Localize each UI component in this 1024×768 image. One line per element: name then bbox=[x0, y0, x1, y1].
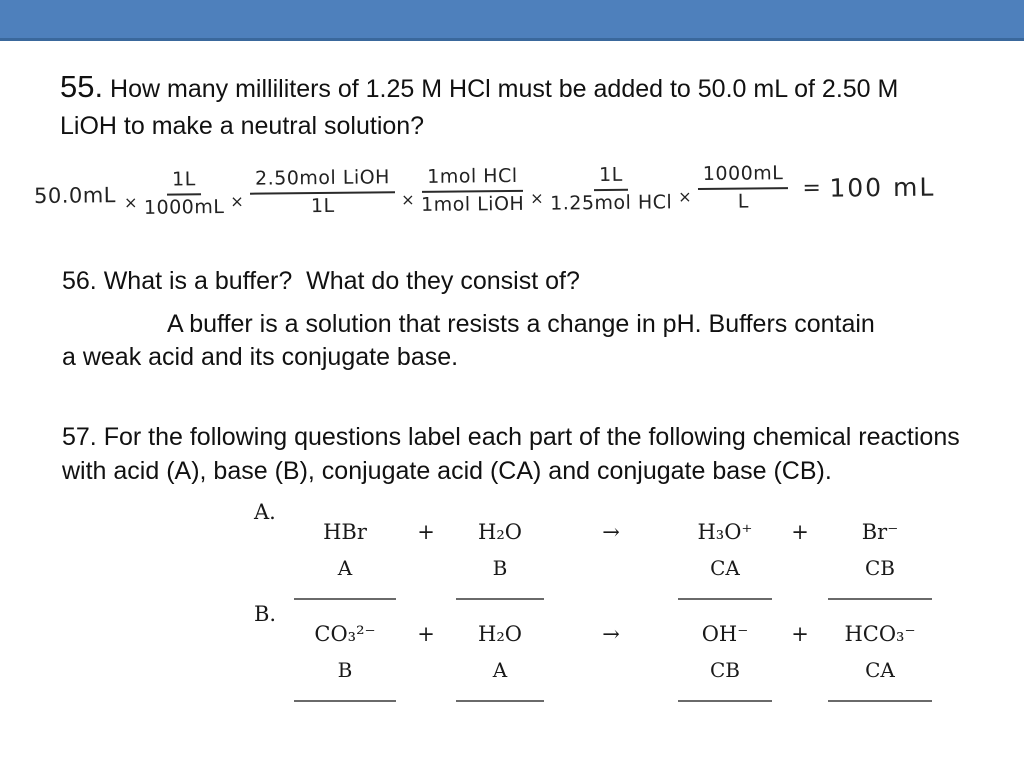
dimensional-analysis-work bbox=[34, 147, 985, 235]
answer-blank-line bbox=[828, 698, 931, 702]
reaction-b-species-1: CO₃²⁻ bbox=[314, 622, 376, 646]
answer-blank-line bbox=[828, 596, 931, 600]
fraction-5-denominator: L bbox=[737, 190, 750, 213]
work-result: 100 mL bbox=[829, 172, 936, 203]
plus-sign: + bbox=[791, 622, 809, 646]
reaction-a-species-3: H₃O⁺ bbox=[697, 520, 753, 544]
fraction-2-denominator: 1L bbox=[310, 194, 335, 218]
fraction-5-numerator: 1000mL bbox=[698, 162, 789, 190]
fraction-1-denominator: 1000mL bbox=[143, 195, 225, 219]
fraction-2-numerator: 2.50mol LiOH bbox=[250, 166, 395, 194]
plus-sign: + bbox=[791, 520, 809, 544]
answer-blank-line bbox=[294, 596, 395, 600]
reaction-b-answer-1: B bbox=[337, 658, 353, 682]
answer-blank-line bbox=[456, 596, 544, 600]
reaction-b-species-2: H₂O bbox=[478, 622, 522, 646]
answer-blank-line bbox=[294, 698, 395, 702]
answer-blank-line bbox=[456, 698, 544, 702]
reaction-a-species-4: Br⁻ bbox=[861, 520, 899, 544]
fraction-3-numerator: 1mol HCl bbox=[422, 165, 523, 193]
answer-blank-line bbox=[678, 596, 772, 600]
work-start-quantity: 50.0mL bbox=[33, 183, 117, 208]
yields-arrow-icon: → bbox=[602, 520, 620, 544]
reaction-a-species-2: H₂O bbox=[478, 520, 522, 544]
reaction-b-label: B. bbox=[254, 602, 277, 626]
work-fraction-5 bbox=[698, 162, 789, 214]
equals-sign: = bbox=[802, 175, 822, 201]
reaction-a-answer-4: CB bbox=[865, 556, 895, 580]
work-fraction-3 bbox=[421, 165, 525, 218]
question-55-text: How many milliliters of 1.25 M HCl must be added to 50.0 mL of 2.50 M LiOH to make a neutral solution? bbox=[60, 75, 899, 140]
reaction-a-label: A. bbox=[254, 500, 276, 524]
fraction-4-numerator: 1L bbox=[594, 164, 628, 191]
multiply-sign: × bbox=[530, 188, 545, 208]
fraction-1-numerator: 1L bbox=[167, 168, 201, 195]
work-fraction-1 bbox=[144, 168, 225, 220]
reaction-b-answer-3: CB bbox=[710, 658, 740, 682]
fraction-3-denominator: 1mol LiOH bbox=[420, 192, 525, 216]
reaction-b-equation bbox=[290, 622, 936, 702]
work-fraction-2 bbox=[250, 166, 395, 219]
question-56-answer: A buffer is a solution that resists a change in pH. Buffers contain a weak acid and its conjugate base. bbox=[62, 310, 875, 371]
plus-sign: + bbox=[417, 622, 435, 646]
reaction-a-answer-2: B bbox=[492, 556, 508, 580]
reaction-a-answer-1: A bbox=[337, 556, 353, 580]
reaction-b-species-4: HCO₃⁻ bbox=[844, 622, 916, 646]
slide-accent-bar bbox=[0, 0, 1024, 41]
plus-sign: + bbox=[417, 520, 435, 544]
reaction-a-equation bbox=[290, 520, 936, 600]
question-56: 56. What is a buffer? What do they consist of? bbox=[62, 267, 580, 295]
multiply-sign: × bbox=[401, 189, 416, 209]
reaction-b-answer-2: A bbox=[492, 658, 508, 682]
reaction-b-answer-4: CA bbox=[865, 658, 895, 682]
multiply-sign: × bbox=[123, 192, 139, 212]
yields-arrow-icon: → bbox=[602, 622, 620, 646]
question-55 bbox=[60, 68, 950, 145]
multiply-sign: × bbox=[678, 186, 693, 206]
multiply-sign: × bbox=[230, 191, 245, 211]
work-fraction-4 bbox=[550, 164, 673, 217]
reaction-a-answer-3: CA bbox=[710, 556, 740, 580]
answer-blank-line bbox=[678, 698, 772, 702]
question-55-number: 55. bbox=[60, 69, 104, 104]
reaction-b-species-3: OH⁻ bbox=[701, 622, 749, 646]
fraction-4-denominator: 1.25mol HCl bbox=[550, 191, 673, 215]
question-57: 57. For the following questions label each part of the following chemical reactions with acid (A), base (B), conjugate acid (CA) and conjugate base (CB). bbox=[62, 423, 960, 485]
reaction-a-species-1: HBr bbox=[323, 520, 367, 544]
